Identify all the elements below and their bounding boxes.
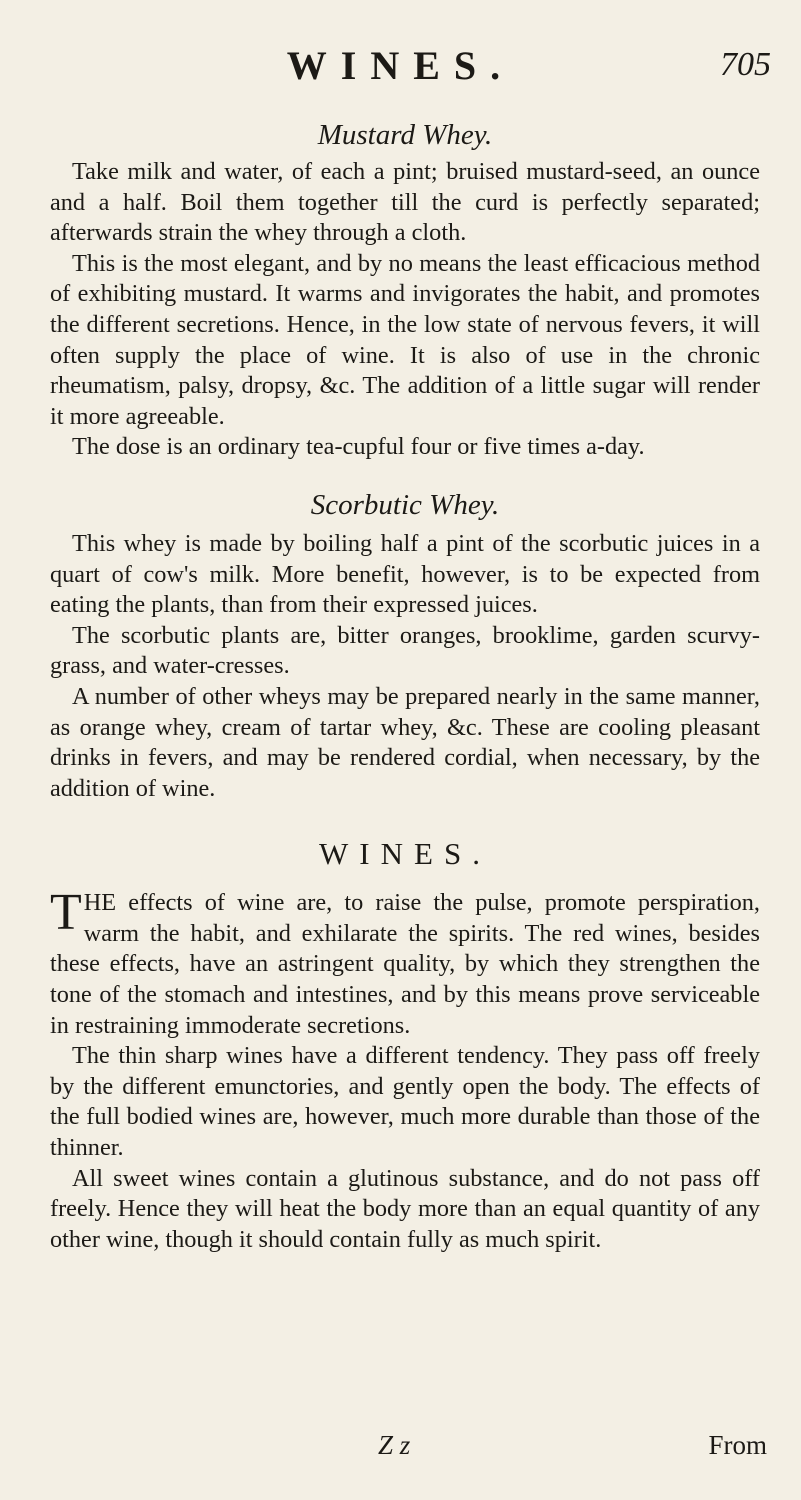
paragraph-text: HE effects of wine are, to raise the pulse, promote perspiration, warm the habit, and exhilarate the spirits. The red wines, besides these effects, have an astringent quality, by which they strengthen the tone of the stomach and intestines, and by this means prove serviceable in restraining immoderate secretions. — [50, 889, 760, 1039]
body-text — [50, 115, 760, 1255]
paragraph: The scorbutic plants are, bitter oranges, brooklime, garden scurvy-grass, and water-cresses. — [50, 621, 760, 680]
paragraph: The thin sharp wines have a different tendency. They pass off freely by the different emunctories, and gently open the body. The effects of the full bodied wines are, however, much more durable than those of the thinner. — [50, 1042, 760, 1162]
running-title: WINES. — [286, 43, 515, 88]
paragraph: The dose is an ordinary tea-cupful four or five times a-day. — [72, 433, 645, 461]
section-title: Scorbutic Whey. — [310, 488, 500, 521]
signature-mark: Z z — [378, 1430, 411, 1460]
paragraph: Take milk and water, of each a pint; bruised mustard-seed, an ounce and a half. Boil them together till the curd is perfectly separated; afterwards strain the whey through a cloth. — [50, 158, 760, 247]
section-wines — [50, 834, 760, 1255]
paragraph: This is the most elegant, and by no means the least efficacious method of exhibiting mustard. It warms and invigorates the habit, and promotes the different secretions. Hence, in the low state of nervous fevers, it will often supply the place of wine. It is also of use in the chronic rheumatism, palsy, dropsy, &c. The addition of a little sugar will render it more agreeable. — [50, 249, 760, 430]
section-mustard-whey — [50, 115, 760, 463]
drop-cap: T — [50, 884, 82, 942]
catchword: From — [708, 1430, 767, 1460]
page-footer — [0, 1430, 801, 1470]
paragraph: A number of other wheys may be prepared nearly in the same manner, as orange whey, cream of tartar whey, &c. These are cooling pleasant drinks in fevers, and may be rendered cordial, when necessary, by the addition of wine. — [50, 682, 760, 802]
running-head — [0, 42, 801, 92]
paragraph — [50, 884, 760, 1041]
section-scorbutic-whey — [50, 485, 760, 804]
wines-heading: WINES. — [319, 836, 491, 872]
section-title: Mustard Whey. — [317, 119, 493, 151]
paragraph: This whey is made by boiling half a pint of the scorbutic juices in a quart of cow's milk. More benefit, however, is to be expected from eating the plants, than from their expressed juices. — [50, 529, 760, 619]
page-number: 705 — [720, 46, 771, 83]
paragraph: All sweet wines contain a glutinous substance, and do not pass off freely. Hence they will heat the body more than an equal quantity of any other wine, though it should contain fully as much spirit. — [50, 1164, 760, 1253]
